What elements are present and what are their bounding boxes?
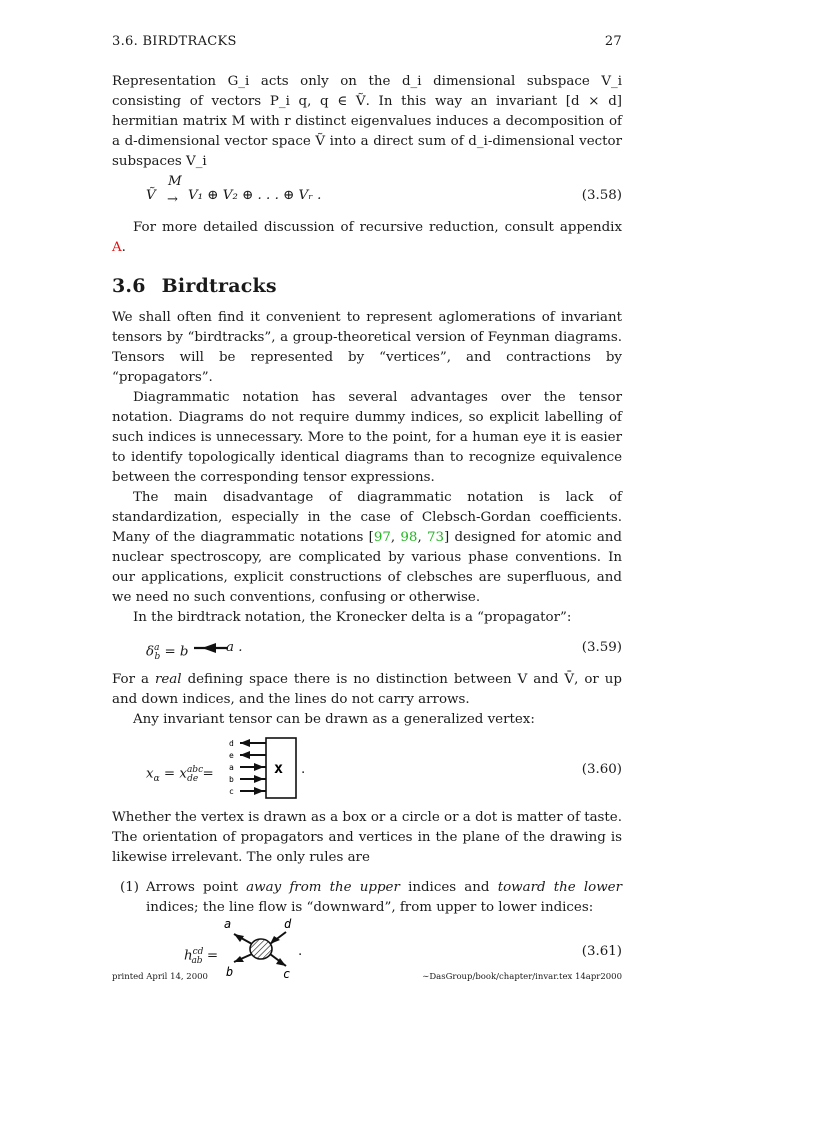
para3-after: ] designed for atomic and nuclear spectroscopy, are complicated by various phase conventions. In our applications, explicit constructions of clebsches are superfluous, and we need no such conventions, confusing or otherwise. [112,530,622,605]
rule1-mid: indices and [399,880,498,895]
page-body [112,72,622,986]
vertex-label-a: a [229,763,234,772]
paragraph-4: In the birdtrack notation, the Kronecker delta is a “propagator”: [133,610,572,625]
paragraph-6: Any invariant tensor can be drawn as a generalized vertex: [133,712,535,727]
eq59-sup: a [154,643,160,653]
section-title: Birdtracks [161,275,277,297]
eq61-sup: cd [192,947,204,957]
vertex-label-d: d [229,739,234,748]
v4-label-a: a [224,917,232,931]
eq59-rhs: a . [226,640,243,655]
arrow-a-icon [234,934,244,942]
eq58-number: (3.58) [581,188,622,203]
vertex-diagram [224,736,302,800]
recursive-text: For more detailed discussion of recursive reduction, consult appendix [133,220,622,235]
eq58-arrow-label: M [168,174,182,189]
para5-after: defining space there is no distinction between V and V̄, or up and down indices, and the lines do not carry arrows. [112,672,622,707]
page-footer [112,972,622,982]
paragraph-recursive [112,218,622,258]
section-number: 3.6 [112,275,146,297]
rule1-after: indices; the line flow is “downward”, from upper to lower indices: [146,900,594,915]
rule-1 [112,878,622,918]
vertex-box-label: x [274,759,284,777]
para3-before: The main disadvantage of diagrammatic notation is lack of standardization, especially in the case of Clebsch-Gordan coefficients. Many of the diagrammatic notations [ [112,490,622,545]
eq61-h: h [184,948,193,964]
paragraph-7: Whether the vertex is drawn as a box or a circle or a dot is matter of taste. The orientation of propagators and vertices in the plane of the drawing is likewise irrelevant. The only rules are [112,810,622,865]
eq58-rhs: V₁ ⊕ V₂ ⊕ . . . ⊕ Vᵣ . [188,188,322,203]
eq61-number: (3.61) [581,944,622,959]
arrow-d-icon [240,739,250,747]
v4-label-c: c [283,967,291,981]
page-number: 27 [604,34,622,49]
citation-sep-2: , [417,530,427,545]
eq61-period: . [298,944,303,959]
paragraph-intro: Representation G_i acts only on the d_i dimensional subspace V_i consisting of vectors P_i q, q ∈ Ṽ. In this way an invariant [d × d] hermitian matrix M with r distinct eigenvalues induces a decomposition of a d-dimensional vector space Ṽ into a direct sum of d_i-dimensional vector subspaces V_i [112,74,622,169]
paragraph-5 [112,670,622,710]
citation-sep-1: , [390,530,401,545]
eq58-arrow: → [167,192,178,207]
eq60-sub: de [187,774,199,785]
recursive-period: . [121,240,126,255]
paragraph-2: Diagrammatic notation has several advantages over the tensor notation. Diagrams do not require dummy indices, so explicit labelling of such indices is unnecessary. More to the point, for a human eye it is easier to identify topologically identical diagrams than to recognize equivalence between the corresponding tensor expressions. [112,390,622,485]
running-head [112,34,622,49]
citation-73[interactable]: 73 [426,530,444,545]
eq58-lhs: Ṽ [146,188,156,203]
eq60-sup: abc [186,765,204,775]
eq59-number: (3.59) [581,640,622,655]
arrow-e-icon [240,751,250,759]
arrow-b-icon [254,775,264,783]
eq60-lhs [146,760,214,789]
vertex-label-b: b [229,775,234,784]
vertex-lines [240,739,266,795]
eq60-number: (3.60) [581,762,622,777]
footer-source-path: ∼DasGroup/book/chapter/invar.tex 14apr2000 [422,972,622,982]
rule-1-marker: (1) [120,880,139,895]
eq59-mid: = b [160,644,189,660]
section-heading [112,276,622,296]
paragraph-1: We shall often find it convenient to represent aglomerations of invariant tensors by “birdtracks”, a group-theoretical version of Feynman diagrams. Tensors will be represented by “vertices”, and contractions by “propagators”. [112,310,622,385]
equation-3-60 [112,736,622,800]
rule1-before: Arrows point [146,880,247,895]
eq61-eqsign: = [202,948,219,964]
equation-3-58 [112,176,622,212]
v4-label-b: b [226,965,234,979]
eq60-mid: = x [159,766,187,782]
eq59-delta: δ [146,644,155,660]
eq60-alpha: α [153,774,160,785]
eq61-lhs [184,942,218,971]
v4-label-d: d [284,917,292,931]
citation-98[interactable]: 98 [400,530,418,545]
eq59-lhs [146,638,189,667]
eq60-period: . [301,762,306,777]
equation-3-59 [112,638,622,663]
eq60-eqsign: = [198,766,214,782]
para5-italic: real [154,672,182,687]
running-head-section: 3.6. BIRDTRACKS [112,34,237,49]
arrow-c-icon [254,787,264,795]
eq60-x: x [146,766,154,782]
eq59-sub: b [154,652,161,663]
rule1-italic-2: toward the lower [497,880,622,895]
vertex-label-e: e [229,751,234,760]
v4-blob [250,939,272,959]
footer-printed-date: printed April 14, 2000 [112,972,208,982]
vertex-label-c: c [229,787,234,796]
para5-before: For a [112,672,155,687]
arrow-a-icon [254,763,264,771]
appendix-link[interactable]: A [112,240,122,255]
paragraph-3 [112,488,622,608]
rule1-italic-1: away from the upper [246,880,400,895]
citation-97[interactable]: 97 [373,530,391,545]
eq61-sub: ab [191,956,203,967]
